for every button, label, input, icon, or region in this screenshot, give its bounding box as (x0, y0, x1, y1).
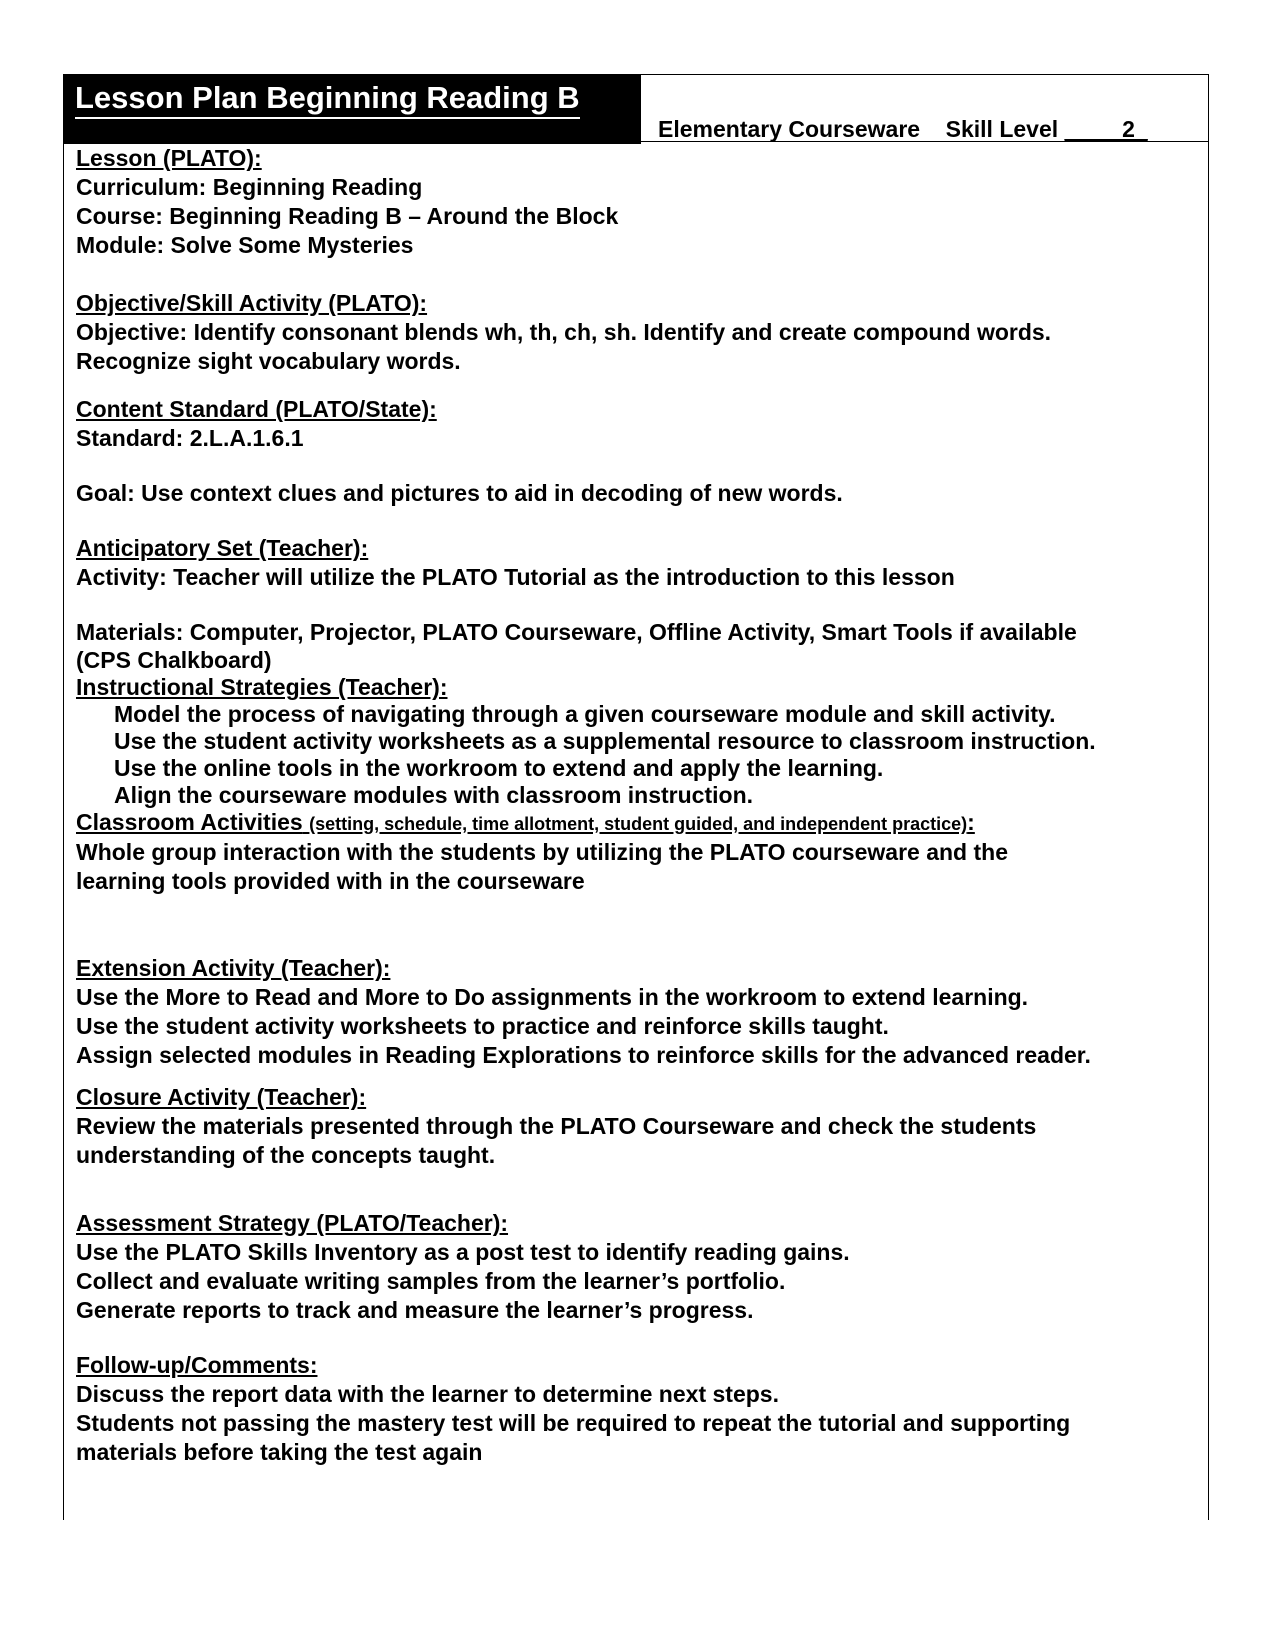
standard-heading: Content Standard (PLATO/State): (76, 396, 437, 422)
instructional-item: Use the student activity worksheets as a supplemental resource to classroom instruction. (114, 728, 1096, 754)
classroom-heading-text: Classroom Activities (76, 809, 303, 835)
course-line: Course: Beginning Reading B – Around the Block (76, 203, 619, 229)
extension-item: Use the student activity worksheets to practice and reinforce skills taught. (76, 1013, 889, 1039)
assessment-heading: Assessment Strategy (PLATO/Teacher): (76, 1210, 509, 1236)
skill-level-label: Skill Level (945, 116, 1059, 142)
closure-heading: Closure Activity (Teacher): (76, 1084, 367, 1110)
materials-line: Materials: Computer, Projector, PLATO Courseware, Offline Activity, Smart Tools if available (76, 619, 1077, 645)
assessment-item: Use the PLATO Skills Inventory as a post test to identify reading gains. (76, 1239, 850, 1265)
header-info-text (658, 116, 1148, 143)
followup-item: materials before taking the test again (76, 1439, 483, 1465)
extension-heading: Extension Activity (Teacher): (76, 955, 391, 981)
module-line: Module: Solve Some Mysteries (76, 232, 414, 258)
followup-heading: Follow-up/Comments: (76, 1352, 318, 1378)
classroom-line: learning tools provided with in the courseware (76, 868, 585, 894)
followup-item: Discuss the report data with the learner to determine next steps. (76, 1381, 779, 1407)
classroom-colon: : (967, 809, 975, 835)
followup-item: Students not passing the mastery test will be required to repeat the tutorial and supporting (76, 1410, 1071, 1436)
extension-item: Assign selected modules in Reading Explorations to reinforce skills for the advanced reader. (76, 1042, 1091, 1068)
closure-line: understanding of the concepts taught. (76, 1142, 496, 1168)
classroom-subheading: (setting, schedule, time allotment, student guided, and independent practice) (309, 814, 968, 834)
anticipatory-heading: Anticipatory Set (Teacher): (76, 535, 369, 561)
classroom-line: Whole group interaction with the students by utilizing the PLATO courseware and the (76, 839, 1008, 865)
lesson-content (76, 144, 1196, 1467)
courseware-label: Elementary Courseware (658, 116, 921, 142)
title-bar (63, 74, 641, 142)
curriculum-line: Curriculum: Beginning Reading (76, 174, 423, 200)
goal-line: Goal: Use context clues and pictures to aid in decoding of new words. (76, 480, 843, 506)
document-title: Lesson Plan Beginning Reading B (75, 80, 580, 119)
objective-heading: Objective/Skill Activity (PLATO): (76, 290, 428, 316)
header-info (641, 74, 1209, 142)
lesson-heading: Lesson (PLATO): (76, 145, 262, 171)
objective-line: Objective: Identify consonant blends wh, th, ch, sh. Identify and create compound words. (76, 319, 1052, 345)
closure-line: Review the materials presented through the PLATO Courseware and check the students (76, 1113, 1037, 1139)
instructional-heading: Instructional Strategies (Teacher): (76, 674, 448, 700)
extension-item: Use the More to Read and More to Do assignments in the workroom to extend learning. (76, 984, 1029, 1010)
skill-level-value: ___ _2_ (1064, 116, 1148, 142)
assessment-item: Collect and evaluate writing samples from the learner’s portfolio. (76, 1268, 786, 1294)
instructional-item: Align the courseware modules with classroom instruction. (114, 782, 754, 808)
standard-value: Standard: 2.L.A.1.6.1 (76, 425, 304, 451)
assessment-item: Generate reports to track and measure the learner’s progress. (76, 1297, 754, 1323)
materials-line: (CPS Chalkboard) (76, 647, 272, 673)
instructional-item: Use the online tools in the workroom to extend and apply the learning. (114, 755, 884, 781)
activity-line: Activity: Teacher will utilize the PLATO Tutorial as the introduction to this lesson (76, 564, 955, 590)
objective-line: Recognize sight vocabulary words. (76, 348, 461, 374)
classroom-heading (76, 809, 1196, 838)
instructional-item: Model the process of navigating through a given courseware module and skill activity. (114, 701, 1056, 727)
